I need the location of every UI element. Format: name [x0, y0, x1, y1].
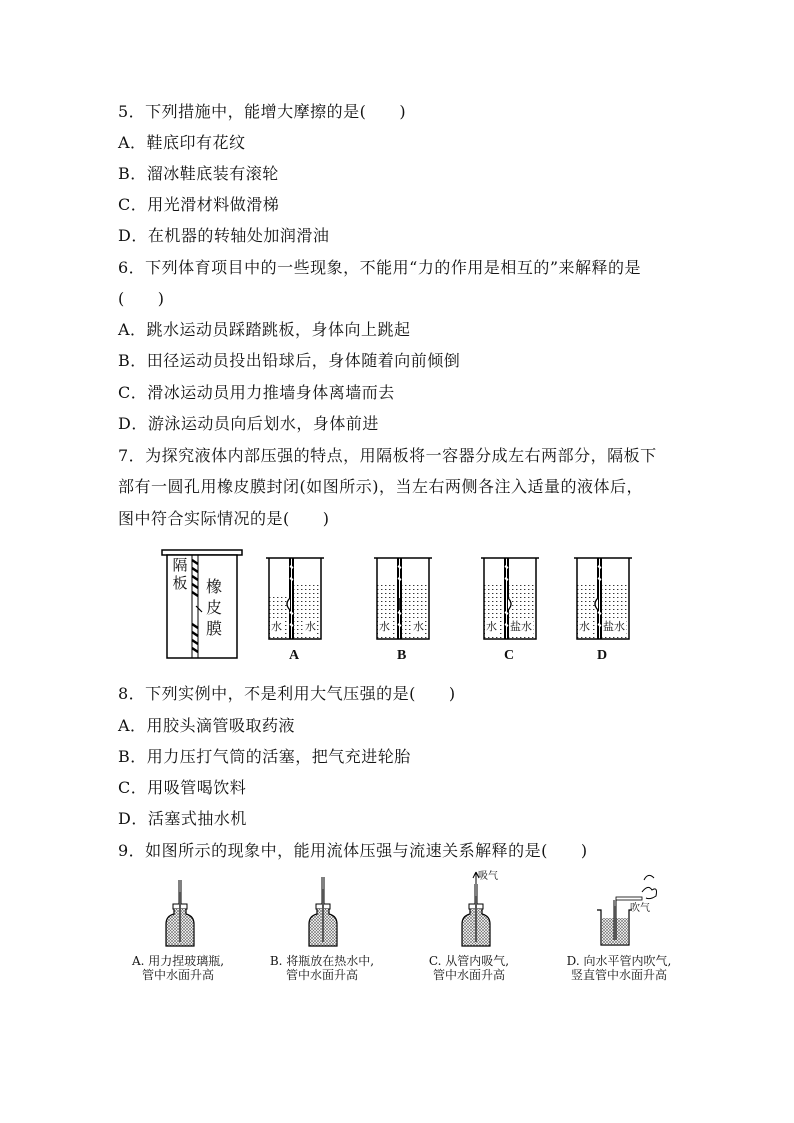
q9-caption-a-line2: 管中水面升高 — [141, 968, 214, 982]
bottle-b — [303, 875, 343, 950]
q9-stem: 9．如图所示的现象中，能用流体压强与流速关系解释的是( ) — [118, 841, 588, 860]
beaker-with-tubes — [592, 870, 662, 950]
q7-line-2: 部有一圆孔用橡皮膜封闭(如图所示)，当左右两侧各注入适量的液体后， — [118, 477, 643, 496]
q5-option-a: A．鞋底印有花纹 — [118, 133, 246, 152]
q9-caption-b — [260, 954, 384, 982]
beaker-b-right-liquid: 水 — [413, 620, 424, 633]
beaker-a-right-liquid: 水 — [305, 620, 316, 633]
q9-caption-c-line2: 管中水面升高 — [432, 968, 505, 982]
partition-char-1: 隔 — [172, 556, 188, 574]
q5-option-d: D．在机器的转轴处加润滑油 — [118, 226, 330, 245]
q9-caption-a — [118, 954, 238, 982]
q9-caption-b-line2: 管中水面升高 — [285, 968, 358, 982]
bottle-a — [160, 878, 200, 950]
q8-stem: 8．下列实例中，不是利用大气压强的是( ) — [118, 684, 456, 703]
q9-caption-d-line1: D. 向水平管内吹气, — [566, 954, 672, 968]
q8-option-c: C．用吸管喝饮料 — [118, 778, 247, 797]
membrane-char-3: 膜 — [205, 619, 222, 638]
q5-option-c: C．用光滑材料做滑梯 — [118, 195, 280, 214]
q6-stem-blank: ( ) — [118, 289, 165, 308]
q9-caption-d — [552, 954, 686, 982]
q6-option-a: A．跳水运动员踩踏跳板，身体向上跳起 — [118, 320, 411, 339]
q7-line-3: 图中符合实际情况的是( ) — [118, 509, 330, 528]
q8-option-d: D．活塞式抽水机 — [118, 809, 247, 828]
q7-line-1: 7．为探究液体内部压强的特点，用隔板将一容器分成左右两部分，隔板下 — [118, 446, 657, 465]
q9-caption-b-line1: B. 将瓶放在热水中, — [269, 954, 375, 968]
q9-caption-c-line1: C. 从管内吸气, — [428, 954, 510, 968]
membrane-label — [205, 576, 223, 639]
blow-label: 吹气 — [630, 903, 650, 914]
beaker-c-left-liquid: 水 — [486, 620, 497, 633]
beaker-c-letter: C — [504, 648, 515, 663]
beaker-a-left-liquid: 水 — [271, 620, 282, 633]
q6-option-c: C．滑冰运动员用力推墙身体离墙而去 — [118, 383, 395, 402]
q5-stem: 5．下列措施中，能增大摩擦的是( ) — [118, 102, 407, 121]
q6-option-d: D．游泳运动员向后划水，身体前进 — [118, 414, 379, 433]
membrane-char-2: 皮 — [205, 598, 222, 617]
q8-option-a: A．用胶头滴管吸取药液 — [118, 716, 296, 735]
beaker-b-left-liquid: 水 — [379, 620, 390, 633]
membrane-char-1: 橡 — [205, 577, 222, 596]
beaker-d-left-liquid: 水 — [579, 620, 590, 633]
beaker-d-letter: D — [597, 648, 608, 663]
q6-option-b: B．田径运动员投出铅球后，身体随着向前倾倒 — [118, 351, 461, 370]
beaker-c-right-liquid: 盐水 — [510, 620, 532, 633]
q9-caption-d-line2: 竖直管中水面升高 — [570, 968, 667, 982]
q9-caption-a-line1: A. 用力捏玻璃瓶, — [131, 954, 225, 968]
q5-option-b: B．溜冰鞋底装有滚轮 — [118, 164, 279, 183]
beaker-a-letter: A — [289, 648, 300, 663]
beaker-b-letter: B — [397, 648, 407, 663]
q6-stem: 6．下列体育项目中的一些现象，不能用“力的作用是相互的”来解释的是 — [118, 258, 642, 277]
partition-char-2: 板 — [172, 574, 188, 592]
q8-option-b: B．用力压打气筒的活塞，把气充进轮胎 — [118, 747, 411, 766]
partition-label — [171, 556, 189, 592]
beaker-d-right-liquid: 盐水 — [603, 620, 625, 633]
suck-label: 吸气 — [478, 871, 498, 882]
q9-caption-c — [414, 954, 524, 982]
